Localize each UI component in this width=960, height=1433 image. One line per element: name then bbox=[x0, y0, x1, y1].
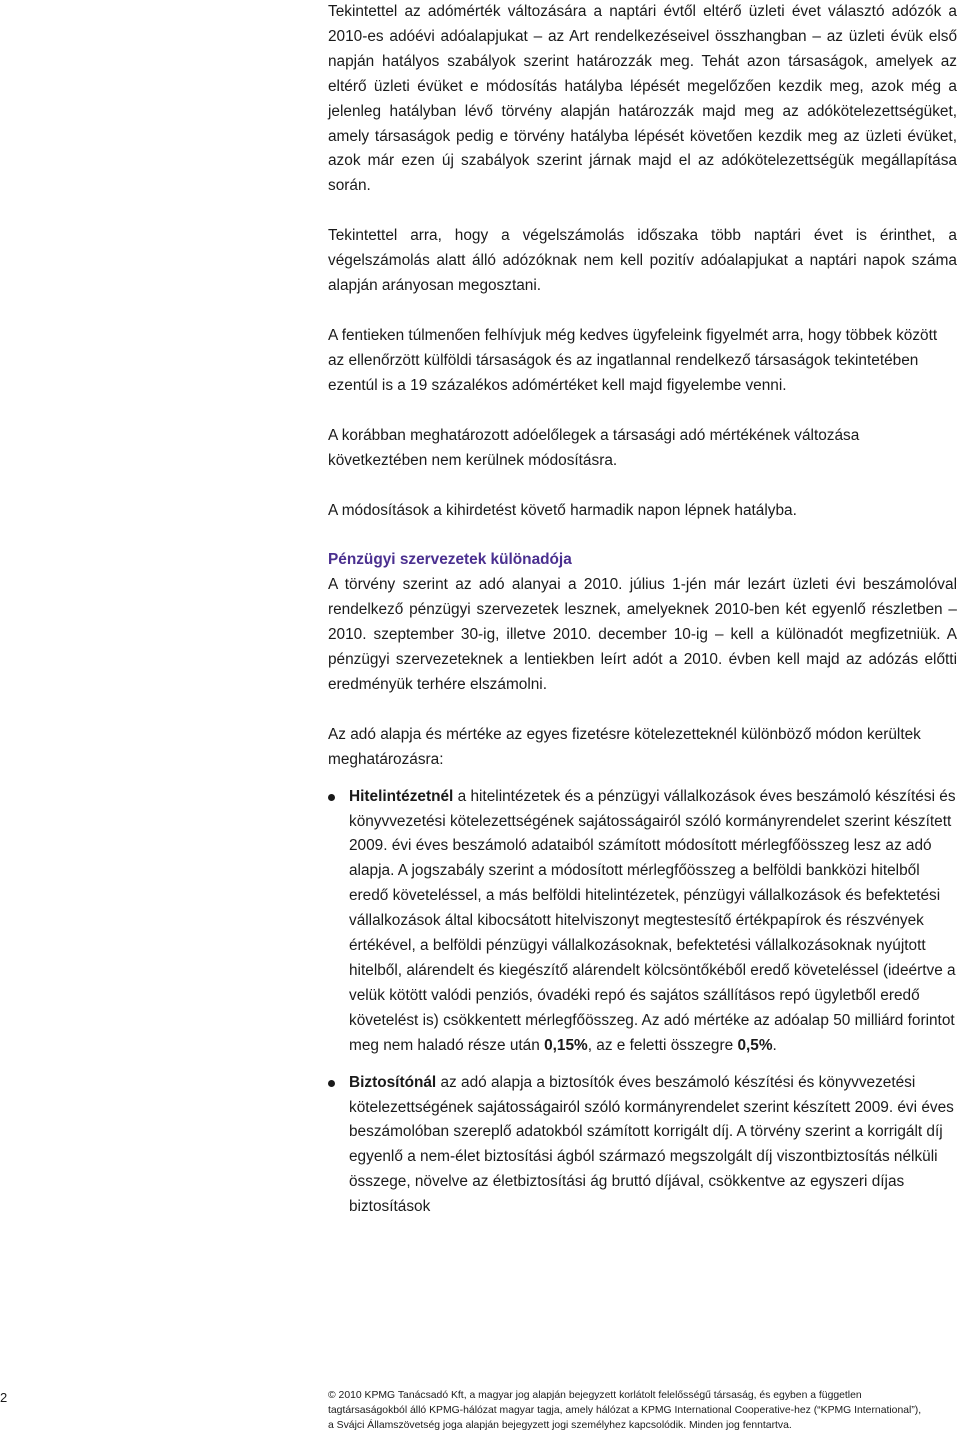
section-heading: Pénzügyi szervezetek különadója bbox=[328, 551, 572, 569]
paragraph-liquidation: Tekintettel arra, hogy a végelszámolás időszaka több naptári évet is érinthet, a végelszámolás alatt álló adózóknak nem kell pozitív adóalapjukat a naptári napok száma alapján arányosan megosztani. bbox=[328, 227, 957, 295]
list-item-body-mid: , az e feletti összegre bbox=[587, 1036, 738, 1054]
list-item-text bbox=[349, 1071, 957, 1220]
list-item-body-end: . bbox=[772, 1036, 777, 1054]
paragraph-effective-date: A módosítások a kihirdetést követő harmadik napon lépnek hatályba. bbox=[328, 501, 797, 519]
page-number: 2 bbox=[0, 1390, 8, 1405]
list-item-lead: Hitelintézetnél bbox=[349, 787, 454, 805]
list-item-body: az adó alapja a biztosítók éves beszámoló készítési és könyvvezetési kötelezettségének sajátosságairól szóló kormányrendelet szerint készített 2009. évi éves beszámolóban szereplő adatokból számított korrigált díj. A törvény szerint a korrigált díj egyenlő a nem-élet biztosítási ágból származó megszolgált díj viszontbiztosítás nélküli összege, növelve az életbiztosítási ág bruttó díjával, csökkentve az egyszeri díjas biztosítások bbox=[349, 1073, 954, 1216]
paragraph-tax-base-intro: Az adó alapja és mértéke az egyes fizetésre kötelezetteknél különböző módon kerültek meghatározásra: bbox=[328, 725, 921, 768]
page-footer bbox=[0, 1386, 960, 1433]
paragraph-advance-payments: A korábban meghatározott adóelőlegek a társasági adó mértékének változása következtében nem kerülnek módosításra. bbox=[328, 426, 860, 469]
bullet-icon bbox=[328, 1080, 335, 1087]
paragraph-foreign-companies: A fentieken túlmenően felhívjuk még kedves ügyfeleink figyelmét arra, hogy többek között az ellenőrzött külföldi társaságok és az ingatlannal rendelkező társaságok tekintetében ezentúl is a 19 százalékos adómértéket kell majd figyelembe venni. bbox=[328, 326, 938, 394]
paragraph-special-tax: A törvény szerint az adó alanyai a 2010. július 1-jén már lezárt üzleti évi beszámolóval rendelkező pénzügyi szervezetek lesznek, amelyeknek 2010-ben két egyenlő részletben – 2010. szeptember 30-ig, illetve 2010. december 10-ig – kell a különadót megfizetniük. A pénzügyi szervezeteknek a lentiekben leírt adót a 2010. évben kell majd az adózás előtti eredményük terhére elszámolni. bbox=[328, 576, 957, 693]
tax-rate-low: 0,15% bbox=[544, 1036, 588, 1054]
bullet-icon bbox=[328, 794, 335, 801]
tax-rate-high: 0,5% bbox=[737, 1036, 773, 1054]
tax-base-list bbox=[328, 785, 957, 1220]
list-item-text bbox=[349, 785, 957, 1059]
list-item-insurers bbox=[328, 1071, 957, 1220]
list-item-body: a hitelintézetek és a pénzügyi vállalkozások éves beszámoló készítési és könyvvezetési kötelezettségének sajátosságairól szóló kormányrendelet szerint készített 2009. évi éves beszámoló adataiból számított módosított mérlegfőösszeg lesz az adó alapja. A jogszabály szerint a módosított mérlegfőösszeg a belföldi bankközi hitelből eredő követeléssel, a más belföldi hitelintézetek, pénzügyi vállalkozások és befektetési vállalkozások által kibocsátott hitelviszonyt megtestesítő értékpapírok és részvények értékével, a belföldi pénzügyi vállalkozásoknak, befektetési vállalkozásoknak nyújtott hitelből, alárendelt és kiegészítő alárendelt kölcsöntőkéből eredő követeléssel (ideértve a velük kötött valódi penziós, óvadéki repó és sajátos szállításos repó ügyletből eredő követelést is) csökkentett mérlegfőösszeg. Az adó mértéke az adóalap 50 milliárd forintot meg nem haladó része után bbox=[349, 787, 956, 1054]
list-item-lead: Biztosítónál bbox=[349, 1073, 437, 1091]
copyright-notice: © 2010 KPMG Tanácsadó Kft, a magyar jog alapján bejegyzett korlátolt felelősségű társaság, és egyben a független tagtársaságokból álló KPMG-hálózat magyar tagja, amely hálózat a KPMG International Cooperative-hez (“KPMG International”), a Svájci Államszövetség joga alapján bejegyzett jogi személyhez kapcsolódik. Minden jog fenntartva. bbox=[328, 1390, 922, 1431]
list-item-credit-institutions bbox=[328, 785, 957, 1059]
paragraph-fiscal-year: Tekintettel az adómérték változására a naptári évtől eltérő üzleti évet választó adózók a 2010-es adóévi adóalapjukat – az Art rendelkezéseivel összhangban – az üzleti évük első napján hatályos szabályok szerint határozzák meg. Tehát azon társaságok, amelyek az eltérő üzleti évüket e módosítás hatályba lépését megelőzően kezdik meg, azok még a jelenleg hatályban lévő törvény alapján határozzák majd meg az adókötelezettségüket, amely társaságok pedig e törvény hatályba lépését követően kezdik meg az üzleti évüket, azok már ezen új szabályok szerint járnak majd el az adókötelezettségük megállapítása során. bbox=[328, 3, 957, 195]
main-content bbox=[328, 0, 957, 1232]
